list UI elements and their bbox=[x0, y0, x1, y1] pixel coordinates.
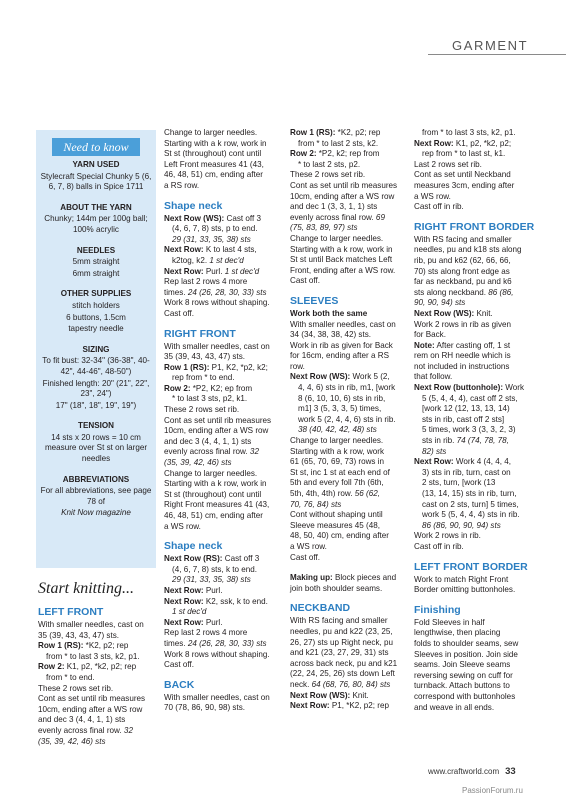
text-line: 8 (6, 10, 10, 6) sts in rib, bbox=[298, 393, 386, 403]
row-text: Work 4 (4, 4, 4, bbox=[453, 457, 512, 467]
row-text: Purl. bbox=[203, 266, 223, 276]
neckband-heading: NECKBAND bbox=[290, 602, 351, 615]
text-line: and dec 1 (3, 3, 1, 1) sts bbox=[290, 202, 378, 212]
text-line: Cont as set until rib measures bbox=[38, 694, 146, 704]
text-line: Change to larger needles. bbox=[164, 128, 258, 137]
text-line: (4, 6, 7, 8) sts, k to end. bbox=[172, 564, 258, 574]
sizing-line: To fit bust: 32-34" (36-38", 40-42", 44-46", 48-50") bbox=[42, 356, 150, 376]
left-front-border-heading: LEFT FRONT BORDER bbox=[414, 560, 528, 573]
row-text: times. bbox=[164, 287, 186, 297]
row-text: P1, K2, *p2, k2; bbox=[209, 362, 268, 372]
text-line bbox=[414, 457, 538, 468]
stitch-count: 1 st dec'd bbox=[222, 266, 260, 276]
column-2 bbox=[164, 128, 284, 714]
text-line: * to last 2 sts, p2. bbox=[298, 159, 361, 169]
text-line: for Back. bbox=[414, 330, 446, 340]
shape-neck-heading: Shape neck bbox=[164, 540, 223, 553]
text-line: 61 (65, 70, 69, 73) rows in bbox=[290, 457, 385, 467]
text-line: Cont as set until Neckband bbox=[414, 170, 511, 180]
text-line: 5 times, work 3 (3, 3, 2, 3) bbox=[422, 425, 516, 435]
text-line: Fold Sleeves in half bbox=[414, 617, 485, 627]
text-line: rep from * to end. bbox=[172, 373, 235, 383]
stitch-count: 38 (40, 42, 42, 48) sts bbox=[298, 425, 377, 435]
text-line: and dec 3 (4, 4, 1, 1) sts bbox=[164, 436, 252, 446]
row-label: Row 2: bbox=[38, 662, 65, 672]
text-line: 4, 4, 6) sts in rib, m1, [work bbox=[298, 383, 396, 393]
row-text: K1, p2, *k2, p2; bbox=[453, 138, 512, 148]
row-text: P1, *K2, p2; rep bbox=[329, 701, 389, 711]
text-line: 70) sts along front edge as bbox=[414, 266, 510, 276]
row-text: Work 5 (2, bbox=[350, 372, 390, 382]
stitch-count: (75, 83, 89, 97) sts bbox=[290, 223, 358, 233]
text-line: 70 (78, 86, 90, 98) sts. bbox=[164, 703, 245, 713]
text-line bbox=[38, 726, 156, 737]
right-front-heading: RIGHT FRONT bbox=[164, 327, 236, 340]
text-line bbox=[38, 641, 156, 652]
text-line bbox=[164, 618, 284, 629]
text-line: reversing sewing on cuff for bbox=[414, 670, 513, 680]
abbreviations-heading: ABBREVIATIONS bbox=[62, 474, 130, 484]
other-supplies-line: stitch holders bbox=[72, 300, 120, 310]
stitch-count: 56 (62, bbox=[352, 489, 380, 498]
text-line bbox=[164, 214, 284, 225]
row-label: Row 2: bbox=[290, 149, 317, 159]
text-line: Starting with a k row, work in bbox=[164, 138, 267, 148]
text-line bbox=[290, 701, 408, 712]
text-line: With smaller needles, cast on bbox=[164, 692, 270, 702]
left-front-heading: LEFT FRONT bbox=[38, 606, 104, 618]
text-line: With RS facing and smaller bbox=[290, 616, 388, 626]
row-text: evenly across final row. bbox=[290, 212, 374, 222]
sizing-line: 17" (18", 18", 19", 19") bbox=[55, 400, 137, 410]
text-line: work 5 (5, 4, 4, 4) sts in rib. bbox=[422, 510, 520, 520]
row-label: Note: bbox=[414, 340, 435, 350]
text-line bbox=[290, 489, 408, 500]
footer-site: www.craftworld.com bbox=[428, 767, 500, 776]
text-line bbox=[164, 554, 284, 565]
other-supplies-line: 6 buttons, 1.5cm bbox=[66, 312, 126, 322]
stitch-count: 74 (74, 78, 78, bbox=[454, 436, 509, 446]
text-line bbox=[290, 213, 408, 224]
row-text: Work bbox=[503, 383, 525, 393]
text-line bbox=[414, 383, 538, 394]
text-line bbox=[164, 447, 284, 458]
page-footer bbox=[428, 766, 516, 777]
row-label: Row 1 (RS): bbox=[38, 641, 84, 651]
text-line: not included in instructions bbox=[414, 361, 510, 371]
text-line: Rep last 2 rows 4 more bbox=[164, 628, 248, 638]
text-line: Cast off. bbox=[290, 552, 320, 562]
text-line: Starting with a k row, work in bbox=[164, 479, 267, 489]
row-label: Next Row (WS): bbox=[290, 372, 351, 382]
text-line: 10cm, ending after a WS row bbox=[290, 191, 395, 201]
needles-line: 6mm straight bbox=[72, 268, 120, 278]
text-line: rem on RH needle which is bbox=[414, 351, 511, 361]
stitch-count: 32 bbox=[121, 725, 133, 735]
text-line: from * to end. bbox=[46, 672, 95, 682]
text-line: Cast off in rib. bbox=[414, 541, 464, 551]
row-text: evenly across final row. bbox=[164, 447, 248, 457]
row-text: After casting off, 1 st bbox=[434, 340, 511, 350]
row-text: 5th, 4th, 4th) row. bbox=[290, 489, 353, 498]
text-line: join both shoulder seams. bbox=[290, 583, 383, 593]
row-label: Next Row: bbox=[164, 585, 204, 595]
text-line: 10cm, ending after a WS row bbox=[38, 704, 143, 714]
text-line: a WS row. bbox=[290, 541, 327, 551]
text-line: and weave in all ends. bbox=[414, 702, 495, 712]
text-line: 46, 48, 51) cm, ending after bbox=[164, 511, 263, 520]
row-label: Next Row: bbox=[164, 266, 204, 276]
stitch-count: 82) sts bbox=[422, 446, 447, 456]
text-line: correspond with buttonholes bbox=[414, 691, 516, 701]
text-line: lengthwise, then placing bbox=[414, 628, 501, 638]
text-line: Cont without shaping until bbox=[290, 510, 383, 520]
stitch-count: 1 st dec'd bbox=[172, 607, 207, 617]
column-1 bbox=[38, 606, 156, 747]
start-knitting-title: Start knitting... bbox=[38, 580, 134, 597]
text-line bbox=[290, 680, 408, 691]
text-line: 10cm, ending after a WS row bbox=[164, 426, 269, 436]
stitch-count: 24 (26, 28, 30, 33) sts bbox=[185, 287, 267, 297]
text-line: work 5 (2, 4, 4, 6) sts in rib. bbox=[298, 414, 396, 424]
stitch-count: (35, 39, 42, 46) sts bbox=[164, 458, 232, 468]
stitch-count: 29 (31, 33, 35, 38) sts bbox=[172, 234, 251, 244]
text-line: across back neck, pu and k21 bbox=[290, 658, 398, 668]
text-line: 48, 50, 40) cm, ending after bbox=[290, 531, 389, 541]
text-line: Work 2 rows in rib. bbox=[414, 531, 481, 541]
text-line bbox=[290, 573, 408, 584]
row-label: Next Row (WS): bbox=[290, 690, 351, 700]
text-line: 5 (5, 4, 4, 4), cast off 2 sts, bbox=[422, 393, 518, 403]
text-line: Left Front measures 41 (43, bbox=[164, 159, 264, 169]
text-line: 5th and every foll 7th (6th, bbox=[290, 478, 384, 488]
row-text: K2, ssk, k to end. bbox=[203, 596, 268, 606]
row-label: Next Row (buttonhole): bbox=[414, 383, 504, 393]
sleeves-heading: SLEEVES bbox=[290, 294, 339, 307]
text-line: Change to larger needles. bbox=[290, 233, 384, 243]
row-label: Next Row (WS): bbox=[164, 213, 225, 223]
text-line bbox=[414, 309, 538, 320]
row-label: Row 2: bbox=[164, 383, 191, 393]
abbreviations-line: For all abbreviations, see page 78 of bbox=[40, 486, 152, 506]
text-line: 35 (39, 43, 43, 47) sts. bbox=[38, 630, 119, 640]
text-line: Cast off. bbox=[290, 276, 320, 286]
text-line bbox=[164, 639, 284, 650]
text-line: sts in rib, cast off 2 sts] bbox=[422, 414, 505, 424]
row-text: evenly across final row. bbox=[38, 725, 122, 735]
text-line: St st (throughout) cont until bbox=[164, 489, 262, 499]
stitch-count: 86 (86, 90, 90, 94) sts bbox=[422, 520, 501, 530]
text-line: With RS facing and smaller bbox=[414, 234, 512, 244]
row-label: Row 1 (RS): bbox=[290, 128, 336, 137]
text-line: 2 sts, turn, [work (13 bbox=[422, 478, 496, 488]
text-line bbox=[164, 288, 284, 299]
row-label: Next Row: bbox=[414, 457, 454, 467]
stitch-count: 69 bbox=[373, 212, 385, 222]
text-line: These 2 rows set rib. bbox=[290, 170, 366, 180]
text-line: (4, 6, 7, 8) sts, p to end. bbox=[172, 224, 258, 234]
text-line: Sleeves in position. Join side bbox=[414, 649, 518, 659]
row-text: K to last 4 sts, bbox=[203, 245, 257, 255]
need-to-know-title: Need to know bbox=[52, 138, 140, 156]
text-line: St st (throughout) cont until bbox=[164, 149, 262, 159]
text-line bbox=[290, 149, 408, 160]
stitch-count: (35, 39, 42, 46) sts bbox=[38, 736, 106, 746]
text-line: Work 8 rows without shaping. bbox=[164, 298, 270, 308]
row-text: *P2, K2; ep from bbox=[190, 383, 253, 393]
text-line bbox=[164, 586, 284, 597]
stitch-count: 64 (68, 76, 80, 84) sts bbox=[309, 679, 391, 689]
row-text: Knit. bbox=[350, 690, 369, 700]
text-line: (22, 24, 25, 26) sts down Left bbox=[290, 669, 395, 679]
row-label: Next Row: bbox=[164, 617, 204, 627]
text-line: row. bbox=[290, 361, 305, 371]
text-line: St st, inc 1 st at each end of bbox=[290, 467, 390, 477]
text-line: from * to last 3 sts, k2, p1. bbox=[422, 128, 516, 137]
row-text: Cast off 3 bbox=[224, 213, 261, 223]
stitch-count: 32 bbox=[247, 447, 259, 457]
row-text: Block pieces and bbox=[332, 573, 397, 583]
text-line: Cast off in rib. bbox=[414, 202, 464, 212]
needles-heading: NEEDLES bbox=[76, 245, 116, 255]
text-line: and dec 3 (4, 4, 1, 1) sts bbox=[38, 715, 126, 725]
text-line: Last 2 rows set rib. bbox=[414, 159, 482, 169]
need-to-know-box bbox=[36, 130, 156, 568]
yarn-used-text: Stylecraft Special Chunky 5 (6, 6, 7, 8) balls in Spice 1711 bbox=[40, 171, 152, 192]
stitch-count: 90, 90, 94) sts bbox=[414, 298, 466, 308]
other-supplies-line: tapestry needle bbox=[68, 324, 124, 334]
text-line: With smaller needles, cast on bbox=[290, 319, 396, 329]
about-yarn-text: Chunky; 144m per 100g ball; 100% acrylic bbox=[44, 214, 148, 234]
row-text: *K2, p2; rep bbox=[83, 641, 129, 651]
text-line bbox=[164, 256, 284, 267]
text-line bbox=[164, 363, 284, 374]
page-number: 33 bbox=[505, 766, 516, 777]
text-line: needles, pu and k22 (23, 25, bbox=[290, 626, 393, 636]
text-line: measures 3cm, ending after bbox=[414, 180, 515, 190]
row-text: sts along neckband. bbox=[414, 287, 486, 297]
text-line: rep from * to last st, k1. bbox=[422, 149, 506, 159]
text-line bbox=[290, 691, 408, 702]
about-yarn-heading: ABOUT THE YARN bbox=[60, 202, 132, 212]
text-line: 3) sts in rib, turn, cast on bbox=[422, 467, 511, 477]
other-supplies-heading: OTHER SUPPLIES bbox=[60, 289, 132, 299]
need-to-know-body bbox=[40, 160, 152, 519]
text-line: Front, ending after a WS row. bbox=[290, 265, 396, 275]
row-text: k2tog, k2. bbox=[172, 255, 208, 265]
finishing-heading: Finishing bbox=[414, 603, 461, 616]
row-text: *P2, k2; rep from bbox=[316, 149, 380, 159]
row-text: neck. bbox=[290, 679, 310, 689]
text-line: * to last 3 sts, p2, k1. bbox=[172, 394, 248, 404]
text-line: a RS row. bbox=[164, 180, 200, 190]
text-line bbox=[164, 384, 284, 395]
text-line: rib, pu and k62 (62, 66, 66, bbox=[414, 255, 511, 265]
row-label: Next Row: bbox=[164, 596, 204, 606]
header-rule bbox=[428, 54, 566, 55]
text-line: for 16cm, ending after a RS bbox=[290, 351, 389, 361]
row-text: sts in rib. bbox=[422, 436, 455, 446]
text-line: seams. Join Sleeve seams bbox=[414, 660, 511, 670]
text-line: These 2 rows set rib. bbox=[38, 683, 114, 693]
text-line: from * to last 3 sts, k2, p1. bbox=[46, 651, 140, 661]
text-line: With smaller needles, cast on bbox=[164, 341, 270, 351]
right-front-border-heading: RIGHT FRONT BORDER bbox=[414, 220, 535, 233]
text-line: 35 (39, 43, 43, 47) sts. bbox=[164, 352, 245, 362]
text-line bbox=[164, 245, 284, 256]
text-line: 34 (34, 38, 38, 42) sts. bbox=[290, 330, 371, 340]
stitch-count: 86 (86, bbox=[486, 287, 514, 297]
text-line: Sleeve measures 45 (48, bbox=[290, 520, 380, 530]
tension-text: 14 sts x 20 rows = 10 cm measure over St st on larger needles bbox=[44, 432, 148, 464]
text-line: far as neckband, pu and k6 bbox=[414, 277, 512, 287]
text-line: [work 12 (12, 13, 13, 14) bbox=[422, 404, 510, 414]
text-line: m1] 3 (5, 3, 3, 5) times, bbox=[298, 404, 382, 414]
text-line: cast on 2 sts, turn] 5 times, bbox=[422, 499, 519, 509]
row-label: Next Row: bbox=[414, 138, 454, 148]
text-line: Starting with a k row, work bbox=[290, 446, 385, 456]
text-line: These 2 rows set rib. bbox=[164, 405, 240, 415]
text-line: needles, pu and k18 sts along bbox=[414, 245, 522, 255]
text-line: Work 8 rows without shaping. bbox=[164, 649, 270, 659]
text-line: folds to shoulder seams, sew bbox=[414, 638, 519, 648]
needles-line: 5mm straight bbox=[72, 257, 120, 267]
stitch-count: 70, 76, 84) sts bbox=[290, 499, 342, 509]
text-line: Right Front measures 41 (43, bbox=[164, 500, 270, 510]
sleeves-subheading: Work both the same bbox=[290, 308, 368, 318]
stitch-count: 29 (31, 33, 35, 38) sts bbox=[172, 575, 251, 585]
text-line bbox=[414, 288, 538, 299]
text-line: a WS row. bbox=[164, 521, 201, 531]
section-title: GARMENT bbox=[448, 38, 532, 53]
sizing-heading: SIZING bbox=[82, 344, 110, 354]
yarn-used-heading: YARN USED bbox=[72, 160, 120, 169]
text-line: Rep last 2 rows 4 more bbox=[164, 277, 248, 287]
text-line: With smaller needles, cast on bbox=[38, 620, 144, 629]
row-label: Next Row (RS): bbox=[164, 554, 223, 564]
tension-heading: TENSION bbox=[78, 421, 114, 431]
column-3 bbox=[290, 128, 408, 712]
row-label: Next Row: bbox=[164, 245, 204, 255]
back-heading: BACK bbox=[164, 678, 195, 691]
text-line bbox=[290, 372, 408, 383]
text-line: Work in rib as given for Back bbox=[290, 340, 393, 350]
row-label: Making up: bbox=[290, 573, 333, 583]
text-line bbox=[164, 267, 284, 278]
text-line: (13, 14, 15) sts in rib, turn, bbox=[422, 489, 517, 498]
text-line: 46, 48, 51) cm, ending after bbox=[164, 170, 263, 180]
column-4 bbox=[414, 128, 538, 713]
row-text: K1, p2, *k2, p2; rep bbox=[64, 662, 137, 672]
shape-neck-heading: Shape neck bbox=[164, 199, 223, 212]
text-line: Cont as set until rib measures bbox=[164, 415, 272, 425]
row-text: Purl. bbox=[203, 585, 223, 595]
text-line bbox=[38, 662, 156, 673]
row-text: Cast off 3 bbox=[222, 554, 260, 564]
row-label: Row 1 (RS): bbox=[164, 362, 210, 372]
text-line: from * to last 2 sts, k2. bbox=[298, 138, 379, 148]
stitch-count: 24 (26, 28, 30, 33) sts bbox=[185, 638, 267, 648]
text-line: Work to match Right Front bbox=[414, 574, 509, 584]
sizing-line: Finished length: 20" (21", 22", 23", 24") bbox=[42, 378, 150, 399]
text-line: Border omitting buttonholes. bbox=[414, 585, 516, 595]
text-line: Work 2 rows in rib as given bbox=[414, 319, 512, 329]
text-line: a WS row. bbox=[414, 191, 451, 201]
text-line: Cast off. bbox=[164, 308, 194, 318]
row-text: Purl. bbox=[203, 617, 223, 627]
row-label: Next Row: bbox=[290, 701, 330, 711]
text-line: turnback. Attach buttons to bbox=[414, 681, 510, 691]
row-text: times. bbox=[164, 638, 186, 648]
text-line: and k21 (23, 27, 29, 31) sts bbox=[290, 648, 389, 658]
row-label: Next Row (WS): bbox=[414, 308, 475, 318]
abbreviations-line: Knit Now magazine bbox=[61, 508, 131, 518]
row-text: *K2, p2; rep bbox=[335, 128, 381, 137]
text-line: Starting with a k row, work in bbox=[290, 244, 393, 254]
section-header bbox=[428, 38, 566, 56]
text-line: that follow. bbox=[414, 372, 453, 382]
text-line bbox=[414, 139, 538, 150]
watermark: PassionForum.ru bbox=[462, 786, 523, 795]
text-line: Change to larger needles. bbox=[290, 436, 384, 446]
row-text: Knit. bbox=[474, 308, 493, 318]
text-line: Cast off. bbox=[164, 660, 194, 670]
text-line: Change to larger needles. bbox=[164, 468, 258, 478]
stitch-count: 1 st dec'd bbox=[207, 255, 244, 265]
text-line: Cont as set until rib measures bbox=[290, 180, 398, 190]
text-line: 26, 27) sts up Right neck, pu bbox=[290, 637, 394, 647]
text-line bbox=[414, 341, 538, 352]
text-line: St st until Back matches Left bbox=[290, 255, 393, 265]
text-line bbox=[290, 128, 408, 139]
text-line bbox=[164, 597, 284, 608]
text-line bbox=[414, 436, 538, 447]
